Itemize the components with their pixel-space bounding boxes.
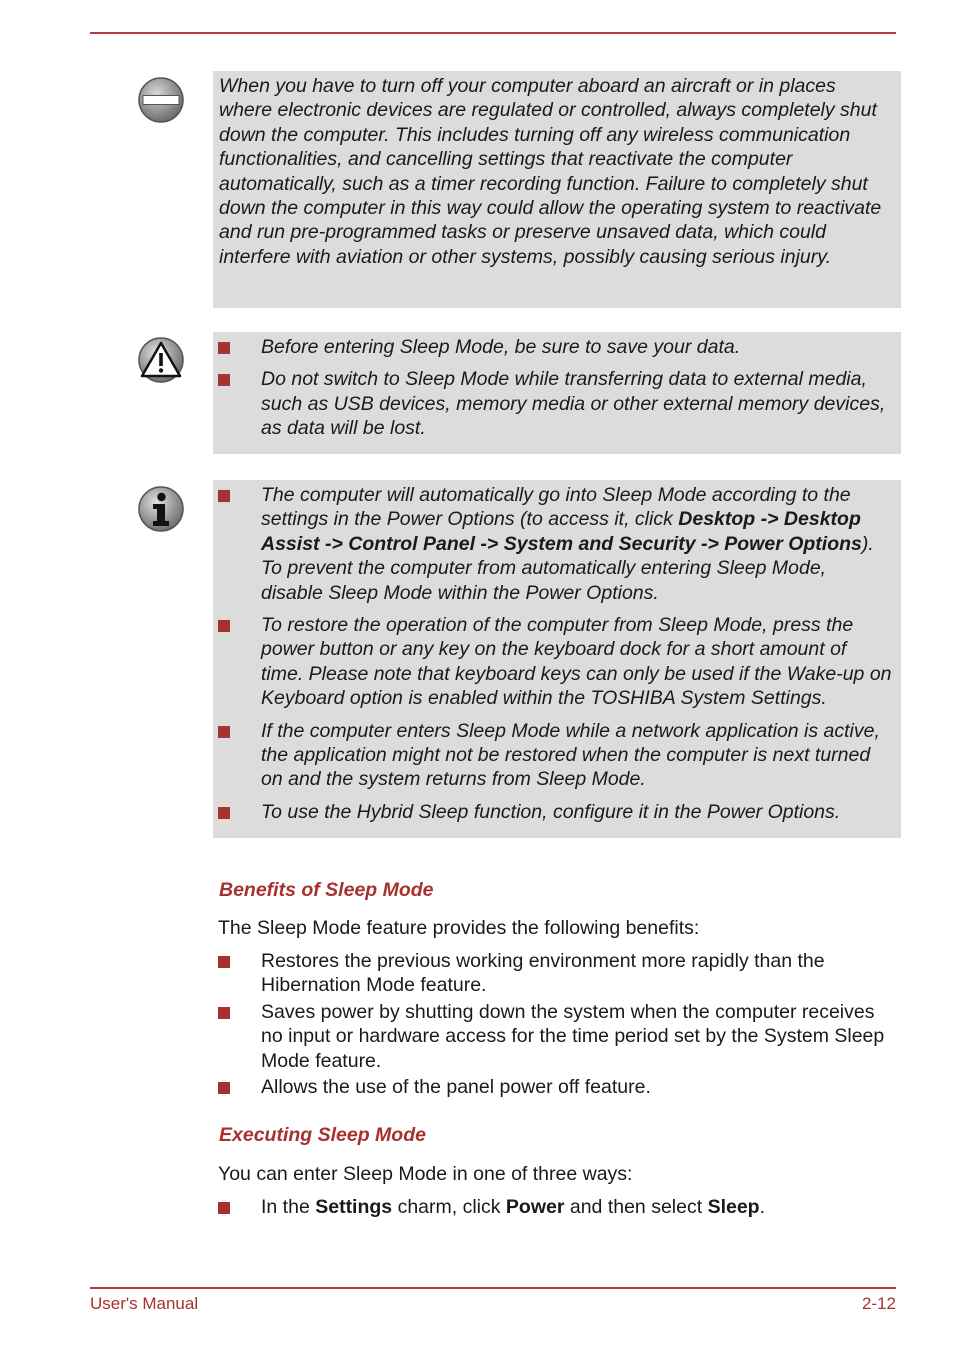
list-item: Before entering Sleep Mode, be sure to save your data. — [213, 335, 893, 359]
bullet — [218, 374, 230, 386]
benefits-heading: Benefits of Sleep Mode — [219, 879, 434, 901]
bullet — [218, 1082, 230, 1094]
caution-note — [213, 332, 901, 454]
list-item: Allows the use of the panel power off feature. — [213, 1075, 901, 1099]
list-item: To use the Hybrid Sleep function, configure it in the Power Options. — [213, 800, 893, 824]
aircraft-warning-text: When you have to turn off your computer aboard an aircraft or in places where electronic devices are regulated or controlled, always completely shut down the computer. This includes turning off any wireless communication functionalities, and cancelling settings that reactivate the computer automatically, such as a timer recording function. Failure to completely shut down the computer in this way could allow the operating system to reactivate and run pre-programmed tasks or preserve unsaved data, which could interfere with aviation or other systems, possibly causing serious injury. — [219, 75, 882, 268]
bullet — [218, 620, 230, 632]
executing-intro: You can enter Sleep Mode in one of three ways: — [218, 1163, 633, 1185]
bullet — [218, 956, 230, 968]
warning-triangle-icon — [137, 336, 185, 384]
caution-list — [213, 335, 893, 441]
info-list — [213, 483, 893, 824]
aircraft-warning-note — [213, 71, 901, 308]
list-item: Saves power by shutting down the system when the computer receives no input or hardware access for the time period set by the System Sleep Mode feature. — [213, 1000, 901, 1073]
page-number: 2-12 — [861, 1294, 896, 1313]
bullet — [218, 490, 230, 502]
bullet — [218, 342, 230, 354]
header-rule — [90, 32, 896, 34]
executing-heading: Executing Sleep Mode — [219, 1124, 426, 1146]
no-entry-icon — [137, 76, 185, 124]
bullet — [218, 1007, 230, 1019]
bullet — [218, 1202, 230, 1214]
footer-rule — [90, 1287, 896, 1289]
bullet — [218, 807, 230, 819]
benefits-list — [213, 949, 901, 1099]
info-icon — [137, 485, 185, 533]
menu-path: Desktop -> Desktop Assist -> Control Panel -> System and Security -> Power Options — [261, 508, 862, 555]
executing-list — [213, 1195, 901, 1219]
list-item: If the computer enters Sleep Mode while a network application is active, the application might not be restored when the computer is next turned on and the system returns from Sleep Mode. — [213, 719, 893, 792]
footer-title: User's Manual — [90, 1294, 199, 1313]
benefits-intro: The Sleep Mode feature provides the following benefits: — [218, 917, 700, 939]
list-item: Do not switch to Sleep Mode while transferring data to external media, such as USB devices, memory media or other external memory devices, as data will be lost. — [213, 367, 893, 440]
list-item: The computer will automatically go into Sleep Mode according to the settings in the Power Options (to access it, click Desktop -> Desktop Assist -> Control Panel -> System and Security -> Power Options). To prevent the computer from automatically entering Sleep Mode, disable Sleep Mode within the Power Options. — [213, 483, 893, 605]
bullet — [218, 726, 230, 738]
list-item: Restores the previous working environment more rapidly than the Hibernation Mode feature. — [213, 949, 901, 998]
list-item: To restore the operation of the computer from Sleep Mode, press the power button or any key on the keyboard dock for a short amount of time. Please note that keyboard keys can only be used if the Wake-up on Keyboard option is enabled within the TOSHIBA System Settings. — [213, 613, 893, 711]
info-note — [213, 480, 901, 838]
list-item: In the Settings charm, click Power and then select Sleep. — [213, 1195, 901, 1219]
